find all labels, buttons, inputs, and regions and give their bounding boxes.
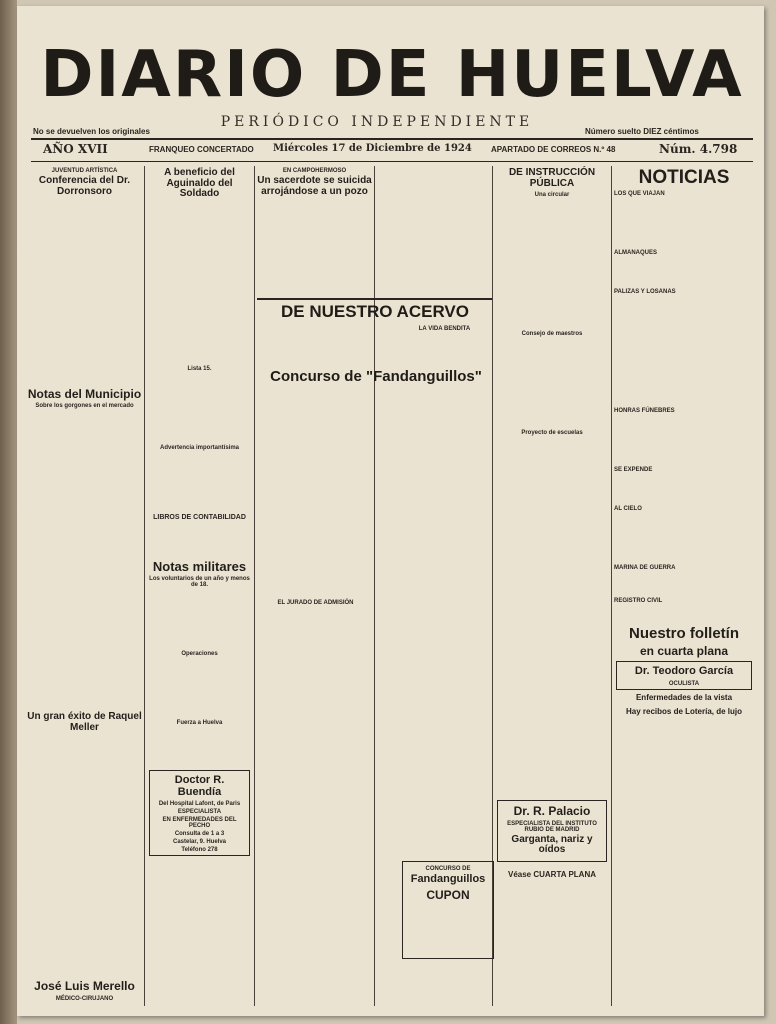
franking: FRANQUEO CONCERTADO bbox=[149, 145, 254, 154]
ad-buendia-phone: Teléfono 278 bbox=[181, 847, 218, 854]
section-civil-registry: REGISTRO CIVIL bbox=[614, 597, 663, 604]
column-1 bbox=[27, 166, 142, 1006]
section-funerals: HONRAS FÚNEBRES bbox=[614, 407, 675, 414]
ad-teodoro-sub: OCULISTA bbox=[668, 680, 700, 687]
ad-buendia-line1: ESPECIALISTA bbox=[177, 809, 222, 816]
ad-folletin-2: en cuarta plana bbox=[639, 643, 729, 658]
noticias-title: NOTICIAS bbox=[638, 167, 730, 188]
see-fourth-page: Véase CUARTA PLANA bbox=[507, 869, 596, 879]
ad-palacio-line: Garganta, nariz y oídos bbox=[511, 833, 593, 856]
column-5 bbox=[495, 166, 609, 1006]
body-text bbox=[616, 571, 752, 595]
contest-coupon bbox=[402, 861, 494, 959]
ad-buendia-name: Doctor R. Buendía bbox=[174, 774, 225, 798]
col2-subheadline-2: Los voluntarios de un año y menos de 18. bbox=[149, 576, 250, 589]
body-text bbox=[616, 256, 752, 286]
ad-merello-sub: MÉDICO-CIRUJANO bbox=[55, 995, 114, 1002]
important-notice: Advertencia importantísima bbox=[159, 444, 240, 451]
section-5: SE EXPENDE bbox=[614, 466, 653, 473]
section-3: PALIZAS Y LOSANAS bbox=[614, 288, 676, 295]
ad-jose-luis-merello: José Luis Merello bbox=[34, 979, 135, 994]
masthead-subtitle: PERIÓDICO INDEPENDIENTE bbox=[220, 114, 534, 130]
circular: Una circular bbox=[534, 192, 570, 198]
body-text bbox=[497, 436, 607, 796]
ad-teodoro-garcia bbox=[616, 661, 752, 690]
ad-buendia bbox=[149, 770, 250, 856]
body-text bbox=[29, 200, 140, 385]
year: AÑO XVII bbox=[43, 142, 108, 156]
section-navy: MARINA DE GUERRA bbox=[614, 564, 676, 571]
ad-buendia-line4: Castelar, 9. Huelva bbox=[172, 839, 227, 846]
rule-acervo bbox=[257, 298, 492, 300]
ad-palacio-sub: ESPECIALISTA DEL INSTITUTO RUBIO DE MADRID bbox=[507, 820, 597, 833]
body-text bbox=[149, 588, 250, 648]
section-almanacs: ALMANAQUES bbox=[614, 249, 657, 256]
section-travellers: LOS QUE VIAJAN bbox=[614, 190, 665, 197]
col1-headline-3: Un gran éxito de Raquel Meller bbox=[27, 711, 142, 733]
operations-subhead: Operaciones bbox=[181, 651, 218, 658]
coupon-name: Fandanguillos bbox=[410, 873, 486, 885]
schools-project: Proyecto de escuelas bbox=[521, 430, 583, 436]
column-rule bbox=[374, 166, 375, 1006]
column-3-top bbox=[257, 166, 372, 296]
force-subhead: Fuerza a Huelva bbox=[176, 720, 223, 727]
ad-buendia-line3: Consulta de 1 a 3 bbox=[174, 831, 225, 838]
col1-kicker: JUVENTUD ARTÍSTICA bbox=[51, 168, 118, 174]
contest-title: Concurso de "Fandanguillos" bbox=[270, 368, 482, 385]
body-text bbox=[616, 604, 752, 622]
coupon-title: CONCURSO DE bbox=[425, 866, 471, 872]
banner-acervo: DE NUESTRO ACERVO bbox=[281, 302, 469, 321]
po-box: APARTADO DE CORREOS N.º 48 bbox=[491, 145, 616, 154]
newspaper-page bbox=[17, 6, 764, 1016]
issue-price: Número suelto DIEZ céntimos bbox=[585, 127, 699, 136]
masthead-title: DIARIO DE HUELVA bbox=[40, 38, 744, 112]
no-manuscripts-note: No se devuelven los originales bbox=[33, 127, 150, 136]
column-rule bbox=[254, 166, 255, 1006]
col2-headline-1: A beneficio del Aguinaldo del Soldado bbox=[164, 167, 235, 199]
rule-dateline bbox=[31, 161, 753, 162]
body-text bbox=[616, 473, 752, 503]
body-text bbox=[616, 414, 752, 464]
col3-kicker: EN CAMPOHERMOSO bbox=[282, 168, 347, 174]
ad-palacio bbox=[497, 800, 607, 862]
rule-top bbox=[31, 138, 753, 140]
body-text bbox=[616, 295, 752, 405]
lottery-ad: Hay recibos de Lotería, de lujo bbox=[625, 707, 743, 717]
body-text bbox=[149, 726, 250, 766]
jury-heading: EL JURADO DE ADMISIÓN bbox=[277, 600, 354, 606]
body-text bbox=[149, 372, 250, 442]
col1-subheadline-2: Sobre los gorgones en el mercado bbox=[35, 403, 134, 410]
acervo-sub: LA VIDA BENDITA bbox=[418, 326, 471, 332]
body-text bbox=[149, 521, 250, 557]
book-binding bbox=[0, 0, 17, 1024]
section-heaven: AL CIELO bbox=[614, 505, 642, 512]
body-text bbox=[149, 451, 250, 511]
issue-number: Núm. 4.798 bbox=[659, 142, 738, 156]
column-6 bbox=[614, 166, 754, 1006]
ad-folletin-1: Nuestro folletín bbox=[628, 624, 739, 642]
body-text bbox=[29, 409, 140, 709]
col1-headline-2: Notas del Municipio bbox=[27, 386, 142, 401]
list-label: Lista 15. bbox=[187, 365, 212, 372]
body-text bbox=[29, 736, 140, 976]
ad-eye-diseases: Enfermedades de la vista bbox=[635, 692, 733, 702]
col3-headline: Un sacerdote se suicida arrojándose a un pozo bbox=[257, 175, 372, 197]
ad-teodoro-name: Dr. Teodoro García bbox=[634, 665, 734, 678]
issue-date: Miércoles 17 de Diciembre de 1924 bbox=[273, 143, 472, 154]
teachers-council: Consejo de maestros bbox=[521, 331, 583, 337]
column-rule bbox=[144, 166, 145, 1006]
col1-headline-1: Conferencia del Dr. Dorronsoro bbox=[38, 175, 131, 197]
ad-buendia-sub: Del Hospital Lafont, de Paris bbox=[158, 801, 241, 808]
col5-headline: DE INSTRUCCIÓN PÚBLICA bbox=[508, 167, 596, 189]
body-text bbox=[149, 657, 250, 717]
accounting-books: LIBROS DE CONTABILIDAD bbox=[153, 513, 246, 521]
coupon-word: CUPON bbox=[426, 887, 470, 902]
ad-buendia-line2: EN ENFERMEDADES DEL PECHO bbox=[162, 817, 237, 830]
body-text bbox=[149, 203, 250, 363]
ad-palacio-name: Dr. R. Palacio bbox=[513, 804, 591, 818]
body-text bbox=[497, 198, 607, 328]
body-text bbox=[616, 197, 752, 247]
body-text bbox=[616, 512, 752, 562]
column-2 bbox=[147, 166, 252, 1006]
column-rule bbox=[611, 166, 612, 1006]
body-text bbox=[259, 200, 370, 296]
body-text bbox=[497, 337, 607, 427]
col2-headline-2: Notas militares bbox=[152, 558, 247, 574]
